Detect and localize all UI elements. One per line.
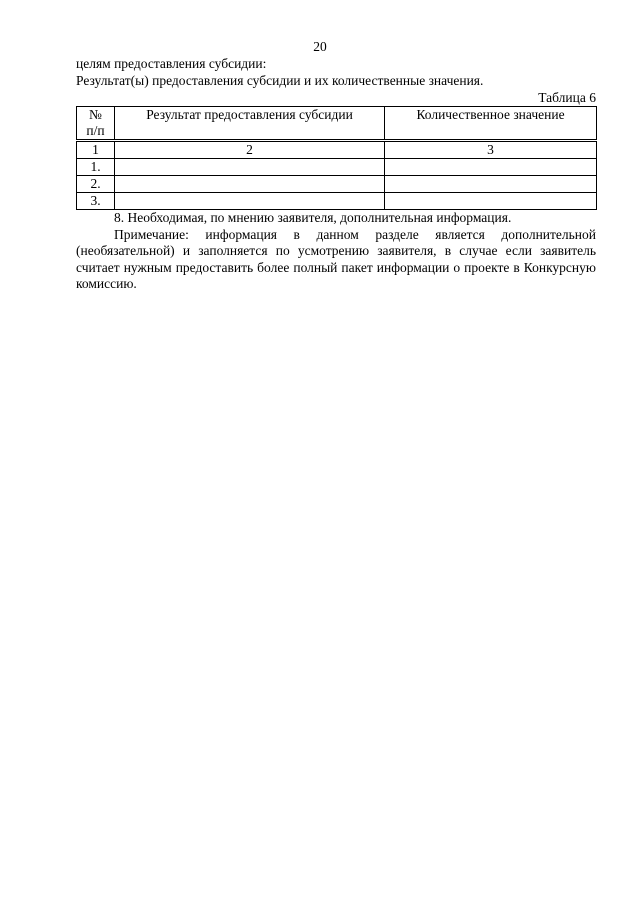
note-paragraph: Примечание: информация в данном разделе является дополнительной (необязательной) и заполняется по усмотрению заявителя, в случае если заявитель считает нужным предоставить более полный пакет информации о проекте в Конкурсную комиссию. [76, 226, 596, 291]
document-body [76, 56, 596, 293]
table-cell-result: 2 [115, 141, 385, 159]
table-row [77, 141, 597, 159]
results-table [76, 106, 597, 210]
table-row [77, 159, 597, 176]
intro-line-2: Результат(ы) предоставления субсидии и их количественные значения. [76, 72, 484, 88]
table-cell-number: 3. [77, 193, 115, 210]
header-number [77, 107, 115, 141]
header-value: Количественное значение [385, 107, 597, 141]
table-row [77, 176, 597, 193]
table-row [77, 193, 597, 210]
page-number: 20 [313, 39, 327, 54]
table-cell-result [115, 193, 385, 210]
header-number-line1: № [89, 107, 102, 122]
header-number-line2: п/п [86, 123, 105, 138]
table-cell-value: 3 [385, 141, 597, 159]
table-header-row [77, 107, 597, 141]
table-cell-result [115, 176, 385, 193]
table-cell-number: 1. [77, 159, 115, 176]
item-8-paragraph: 8. Необходимая, по мнению заявителя, дополнительная информация. [114, 210, 512, 225]
intro-line-1: целям предоставления субсидии: [76, 56, 267, 71]
table-cell-value [385, 193, 597, 210]
table-cell-number: 2. [77, 176, 115, 193]
table-cell-number: 1 [77, 141, 115, 159]
header-result: Результат предоставления субсидии [115, 107, 385, 141]
table-cell-value [385, 159, 597, 176]
table-caption: Таблица 6 [538, 90, 596, 105]
table-cell-result [115, 159, 385, 176]
table-cell-value [385, 176, 597, 193]
